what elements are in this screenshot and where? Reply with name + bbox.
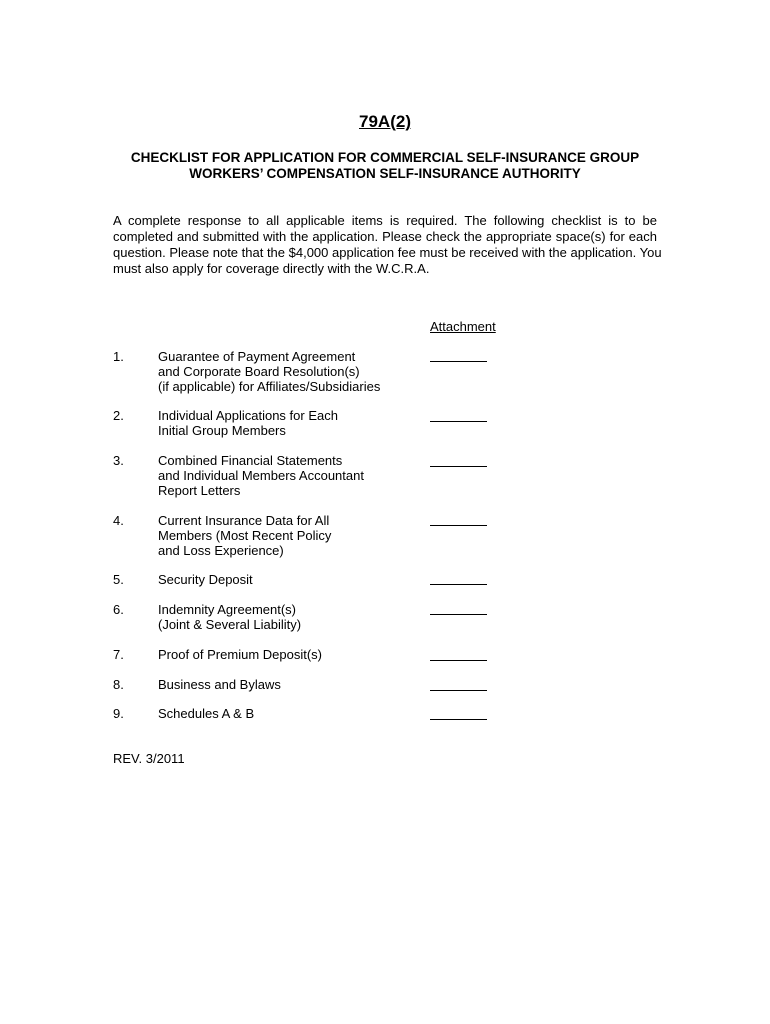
attachment-checkbox-line[interactable] xyxy=(430,719,487,720)
attachment-checkbox-line[interactable] xyxy=(430,584,487,585)
revision-label: REV. 3/2011 xyxy=(113,751,185,766)
item-description-line: Individual Applications for Each xyxy=(158,408,338,423)
item-description-line: Indemnity Agreement(s) xyxy=(158,602,297,617)
item-description xyxy=(158,677,281,692)
item-description-line: Initial Group Members xyxy=(158,423,286,438)
instructions-paragraph xyxy=(113,213,662,277)
attachment-checkbox-line[interactable] xyxy=(430,525,487,526)
item-number: 2. xyxy=(113,408,124,423)
item-description-line: and Corporate Board Resolution(s) xyxy=(158,364,360,379)
instructions-line-4: must also apply for coverage directly with the W.C.R.A. xyxy=(113,261,430,276)
item-description xyxy=(158,349,380,394)
instructions-line-3: question. Please note that the $4,000 application fee must be received with the application. You xyxy=(113,245,662,260)
form-title-line-2: WORKERS’ COMPENSATION SELF-INSURANCE AUTHORITY xyxy=(189,166,581,181)
item-description-line: Security Deposit xyxy=(158,572,253,587)
instructions-line-2: completed and submitted with the application. Please check the appropriate space(s) for each xyxy=(113,229,657,244)
item-number: 4. xyxy=(113,513,124,528)
form-title-line-1: CHECKLIST FOR APPLICATION FOR COMMERCIAL SELF-INSURANCE GROUP xyxy=(130,150,640,165)
item-description-line: Report Letters xyxy=(158,483,241,498)
item-description-line: and Loss Experience) xyxy=(158,543,284,558)
attachment-column-header: Attachment xyxy=(430,319,496,334)
item-description-line: Schedules A & B xyxy=(158,706,255,721)
attachment-checkbox-line[interactable] xyxy=(430,361,487,362)
item-description-line: Proof of Premium Deposit(s) xyxy=(158,647,322,662)
item-number: 5. xyxy=(113,572,124,587)
item-description-line: and Individual Members Accountant xyxy=(158,468,364,483)
item-description-line: Combined Financial Statements xyxy=(158,453,343,468)
item-description-line: (if applicable) for Affiliates/Subsidiaries xyxy=(158,379,381,394)
item-number: 9. xyxy=(113,706,124,721)
item-number: 1. xyxy=(113,349,124,364)
item-description xyxy=(158,513,331,558)
item-description xyxy=(158,453,364,498)
attachment-checkbox-line[interactable] xyxy=(430,466,487,467)
item-description xyxy=(158,706,254,721)
form-title xyxy=(0,150,770,182)
instructions-line-1: A complete response to all applicable items is required. The following checklist is to be xyxy=(113,213,657,228)
item-number: 6. xyxy=(113,602,124,617)
item-description xyxy=(158,572,253,587)
form-number: 79A(2) xyxy=(359,112,411,131)
item-number: 8. xyxy=(113,677,124,692)
item-description xyxy=(158,408,338,438)
item-description-line: (Joint & Several Liability) xyxy=(158,617,302,632)
item-description-line: Current Insurance Data for All xyxy=(158,513,330,528)
attachment-checkbox-line[interactable] xyxy=(430,690,487,691)
item-description-line: Members (Most Recent Policy xyxy=(158,528,332,543)
attachment-checkbox-line[interactable] xyxy=(430,660,487,661)
item-description-line: Business and Bylaws xyxy=(158,677,281,692)
item-number: 3. xyxy=(113,453,124,468)
item-description xyxy=(158,602,301,632)
item-description xyxy=(158,647,322,662)
attachment-checkbox-line[interactable] xyxy=(430,421,487,422)
attachment-checkbox-line[interactable] xyxy=(430,614,487,615)
item-number: 7. xyxy=(113,647,124,662)
item-description-line: Guarantee of Payment Agreement xyxy=(158,349,356,364)
